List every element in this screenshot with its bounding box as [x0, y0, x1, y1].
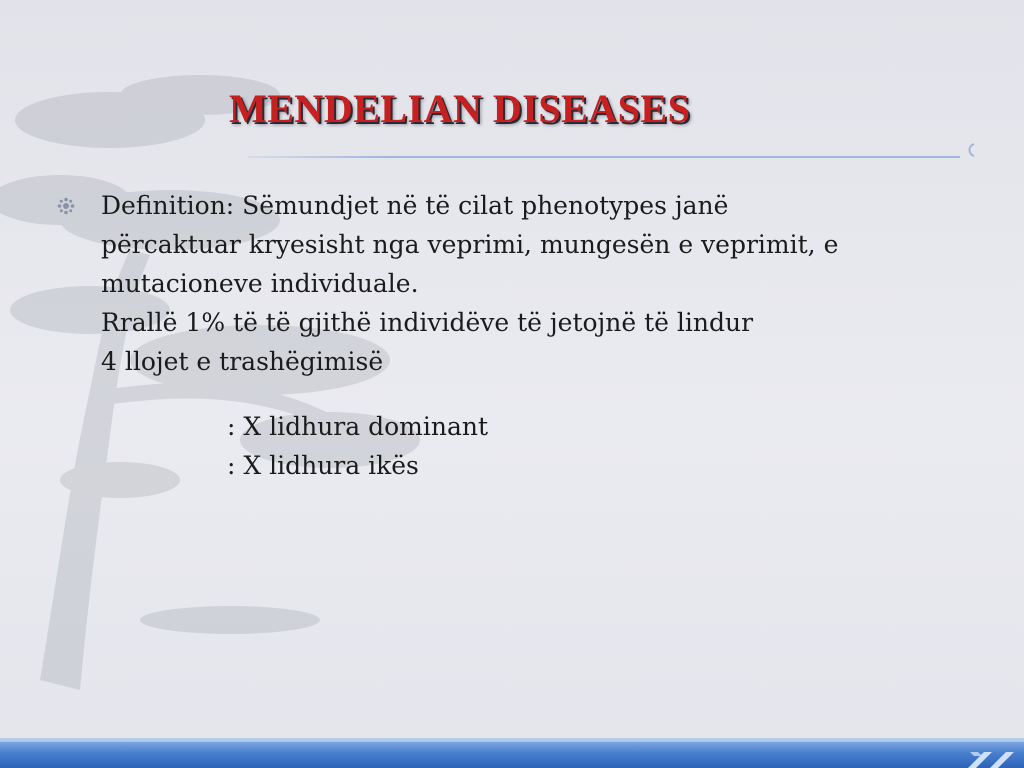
sub-line: : X lidhura dominant	[227, 412, 489, 441]
bullet-line: mutacioneve individuale.	[101, 269, 419, 298]
bullet-line: Rrallë 1% të të gjithë individëve të jetojnë të lindur	[101, 308, 754, 337]
footer-bar	[0, 738, 1024, 768]
sub-line: : X lidhura ikës	[227, 451, 419, 480]
divider-end-icon	[948, 140, 978, 160]
bullet-line: përcaktuar kryesisht nga veprimi, mungesën e veprimit, e	[101, 230, 839, 259]
bullet-line: Definition: Sëmundjet në të cilat phenotypes janë	[101, 191, 729, 220]
bullet-line: 4 llojet e trashëgimisë	[101, 347, 384, 376]
slide-title: MENDELIAN DISEASES	[229, 86, 691, 131]
spacer	[101, 381, 981, 407]
title-divider	[248, 156, 960, 158]
double-chevron-icon	[956, 738, 1024, 768]
bullet-content	[101, 186, 981, 485]
bullet-icon	[57, 197, 75, 215]
